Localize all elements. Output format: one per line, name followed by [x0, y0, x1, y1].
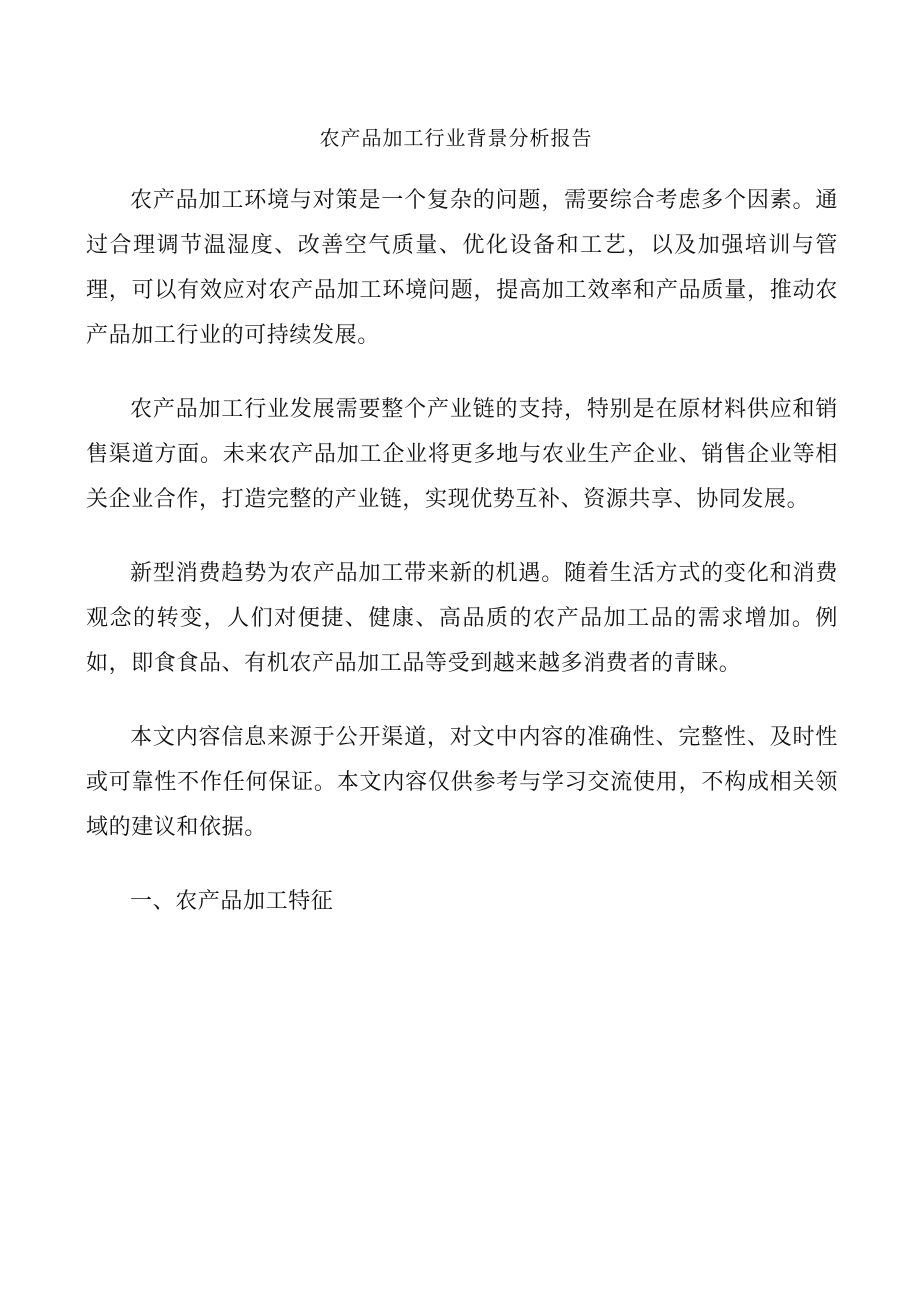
paragraph-industry-chain: 农产品加工行业发展需要整个产业链的支持，特别是在原材料供应和销售渠道方面。未来农产品加工企业将更多地与农业生产企业、销售企业等相关企业合作，打造完整的产业链，实现优势互补、资源共享、协同发展。	[86, 397, 838, 512]
paragraph-processing-environment: 农产品加工环境与对策是一个复杂的问题，需要综合考虑多个因素。通过合理调节温湿度、改善空气质量、优化设备和工艺，以及加强培训与管理，可以有效应对农产品加工环境问题，提高加工效率和产品质量，推动农产品加工行业的可持续发展。	[86, 188, 838, 348]
document-title: 农产品加工行业背景分析报告	[319, 126, 593, 150]
paragraph-consumption-trend: 新型消费趋势为农产品加工带来新的机遇。随着生活方式的变化和消费观念的转变，人们对便捷、健康、高品质的农产品加工品的需求增加。例如，即食食品、有机农产品加工品等受到越来越多消费者的青睐。	[86, 561, 838, 676]
section-heading: 一、农产品加工特征	[130, 889, 334, 914]
paragraph-disclaimer: 本文内容信息来源于公开渠道，对文中内容的准确性、完整性、及时性或可靠性不作任何保证。本文内容仅供参考与学习交流使用，不构成相关领域的建议和依据。	[86, 725, 838, 840]
document-body	[86, 178, 838, 924]
